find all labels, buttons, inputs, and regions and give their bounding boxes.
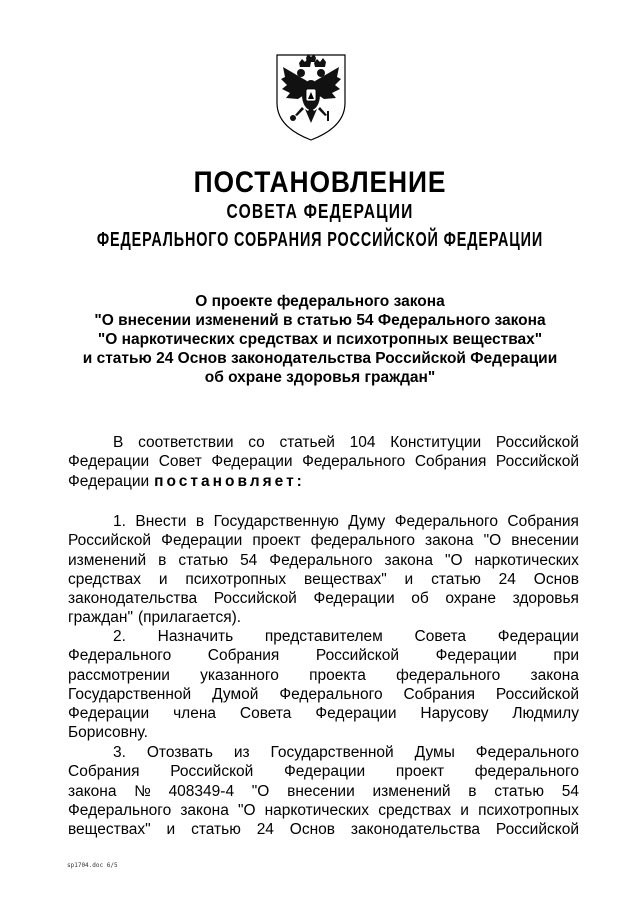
- word: внесении: [287, 782, 355, 800]
- word: 104: [349, 434, 376, 451]
- text-line: [68, 762, 579, 781]
- text-line: [68, 704, 579, 723]
- word: Федерации: [68, 705, 150, 723]
- word: Людмилу: [512, 705, 579, 723]
- word: Федерального: [68, 801, 172, 819]
- word: В: [113, 434, 124, 451]
- word: Государственную: [213, 513, 339, 530]
- word: закона: [180, 801, 229, 819]
- word: Федерации: [313, 590, 395, 608]
- word: Основ: [533, 570, 579, 588]
- word: Российской: [495, 685, 579, 703]
- word: федерального: [474, 763, 579, 781]
- word: при: [553, 647, 579, 665]
- word: проект: [395, 763, 445, 781]
- word: №: [134, 782, 151, 800]
- word: Федерации: [211, 453, 293, 471]
- text-line: [68, 782, 579, 801]
- text-line: [68, 743, 579, 762]
- word: Конституции: [390, 434, 482, 451]
- word: охране: [445, 590, 496, 608]
- word: Совет: [158, 453, 202, 471]
- word: "О: [483, 532, 502, 550]
- word: Собрания: [403, 685, 476, 703]
- word: Основ: [289, 821, 336, 839]
- word: 24: [498, 570, 516, 588]
- word: средствах: [68, 570, 141, 588]
- word: Федерации: [497, 628, 579, 645]
- word: внесении: [511, 532, 579, 550]
- word: статьей: [279, 434, 335, 451]
- word: рассмотрении: [68, 666, 170, 684]
- word: соответствии: [138, 434, 234, 451]
- text-line: [68, 723, 579, 742]
- word: Федерального: [475, 744, 579, 761]
- word: Российской: [213, 590, 297, 608]
- word: Собрания: [507, 513, 579, 530]
- word: Борисовну.: [68, 724, 148, 742]
- word: веществах": [304, 570, 387, 588]
- word: изменений: [372, 782, 451, 800]
- coat-of-arms-icon: [271, 51, 351, 143]
- word: проекта: [309, 666, 366, 684]
- word: граждан": [68, 609, 133, 627]
- item-1-paragraph: [68, 512, 579, 628]
- word: и: [158, 570, 168, 588]
- text-line: [68, 801, 579, 820]
- text-line: [68, 570, 579, 589]
- word: психотропных: [185, 570, 287, 588]
- word: Федерации: [315, 705, 397, 723]
- word: наркотических: [474, 551, 579, 569]
- word: "О: [237, 801, 256, 819]
- word: "О: [444, 551, 463, 569]
- text-line: [68, 472, 579, 491]
- issuer-line-2: ФЕДЕРАЛЬНОГО СОБРАНИЯ РОССИЙСКОЙ ФЕДЕРАЦИИ: [96, 229, 544, 251]
- word: закона: [530, 666, 579, 684]
- word: в: [468, 782, 477, 800]
- word: Федерации: [435, 647, 517, 665]
- word: изменений: [68, 551, 147, 569]
- word: Российской: [68, 532, 152, 550]
- word: федерального: [396, 666, 501, 684]
- word: статью: [178, 551, 229, 569]
- text-line: [68, 666, 579, 685]
- word: и: [460, 801, 469, 819]
- word: Федерации: [161, 532, 243, 550]
- word: Федерального: [269, 551, 373, 569]
- word: Собрания: [207, 647, 280, 665]
- subject-line: "О внесении изменений в статью 54 Федерального закона: [94, 312, 546, 329]
- word: 24: [256, 821, 274, 839]
- document-title: ПОСТАНОВЛЕНИЕ: [193, 166, 447, 199]
- word: средствах: [378, 801, 452, 819]
- text-line: [68, 646, 579, 665]
- word: Российской: [170, 763, 254, 781]
- word: Собрания: [414, 453, 487, 471]
- word: проект: [252, 532, 301, 550]
- word: 54: [561, 782, 579, 800]
- word: статью: [431, 570, 481, 588]
- word: наркотических: [264, 801, 370, 819]
- text-line: [68, 589, 579, 608]
- preamble-prefix: Федерации: [68, 472, 150, 490]
- word: представителем: [264, 628, 383, 645]
- word: психотропных: [478, 801, 579, 819]
- word: со: [248, 434, 265, 451]
- word: Думой: [212, 685, 259, 703]
- word: Федерального: [279, 685, 383, 703]
- word: 54: [240, 551, 258, 569]
- word: (прилагается).: [138, 609, 242, 627]
- word: 1.: [113, 513, 126, 530]
- document-file-code: sp1704.doc 6/5: [67, 862, 118, 869]
- word: из: [233, 744, 250, 761]
- word: Российской: [495, 821, 579, 839]
- word: указанного: [200, 666, 279, 684]
- word: закона: [384, 551, 433, 569]
- word: законодательства: [350, 821, 481, 839]
- item-2-paragraph: [68, 627, 579, 743]
- subject-line: О проекте федерального закона: [195, 293, 445, 310]
- text-line: [68, 627, 579, 646]
- word: 408349-4: [168, 782, 235, 800]
- word: Государственной: [68, 685, 192, 703]
- item-3-paragraph: [68, 743, 579, 839]
- issuer-line-1: СОВЕТА ФЕДЕРАЦИИ: [226, 201, 414, 223]
- word: Федерального: [394, 513, 498, 530]
- subject-line: об охране здоровья граждан": [204, 369, 436, 386]
- text-line: [68, 433, 579, 452]
- word: Российской: [495, 453, 579, 471]
- word: в: [158, 551, 167, 569]
- word: и: [404, 570, 414, 588]
- word: и: [166, 821, 176, 839]
- resolution-subject: [0, 292, 640, 387]
- word: 3.: [113, 744, 126, 761]
- word: члена: [173, 705, 216, 723]
- word: Собрания: [68, 763, 140, 781]
- word: Совета: [414, 628, 467, 645]
- word: Нарусову: [420, 705, 489, 723]
- text-line: [68, 608, 579, 627]
- word: Российской: [495, 434, 579, 451]
- word: Внести: [135, 513, 187, 530]
- word: закона: [425, 532, 474, 550]
- text-line: [68, 452, 579, 471]
- word: об: [411, 590, 429, 608]
- word: статью: [494, 782, 545, 800]
- word: Думу: [348, 513, 386, 530]
- word: Федерации: [283, 763, 366, 781]
- preamble-paragraph: [68, 433, 579, 491]
- word: здоровья: [512, 590, 579, 608]
- word: закона: [68, 782, 117, 800]
- word: статью: [191, 821, 241, 839]
- word: Федерального: [302, 453, 406, 471]
- word: Федерации: [68, 453, 150, 471]
- word: Российской: [315, 647, 399, 665]
- text-line: [68, 820, 579, 839]
- text-line: [68, 685, 579, 704]
- word: 2.: [113, 628, 126, 645]
- word: федерального: [310, 532, 415, 550]
- text-line: [68, 551, 579, 570]
- subject-line: "О наркотических средствах и психотропных веществах": [97, 331, 543, 348]
- word: Думы: [414, 744, 455, 761]
- word: Государственной: [270, 744, 394, 761]
- word: Отозвать: [146, 744, 213, 761]
- word: "О: [251, 782, 270, 800]
- word: Федерального: [68, 647, 172, 665]
- word: в: [195, 513, 205, 530]
- word: веществах": [68, 821, 151, 839]
- text-line: [68, 512, 579, 531]
- word: Совета: [239, 705, 292, 723]
- subject-line: и статью 24 Основ законодательства Российской Федерации: [82, 350, 558, 367]
- operative-verb: постановляет:: [154, 472, 305, 490]
- word: Назначить: [157, 628, 234, 645]
- text-line: [68, 531, 579, 550]
- word: законодательства: [68, 590, 198, 608]
